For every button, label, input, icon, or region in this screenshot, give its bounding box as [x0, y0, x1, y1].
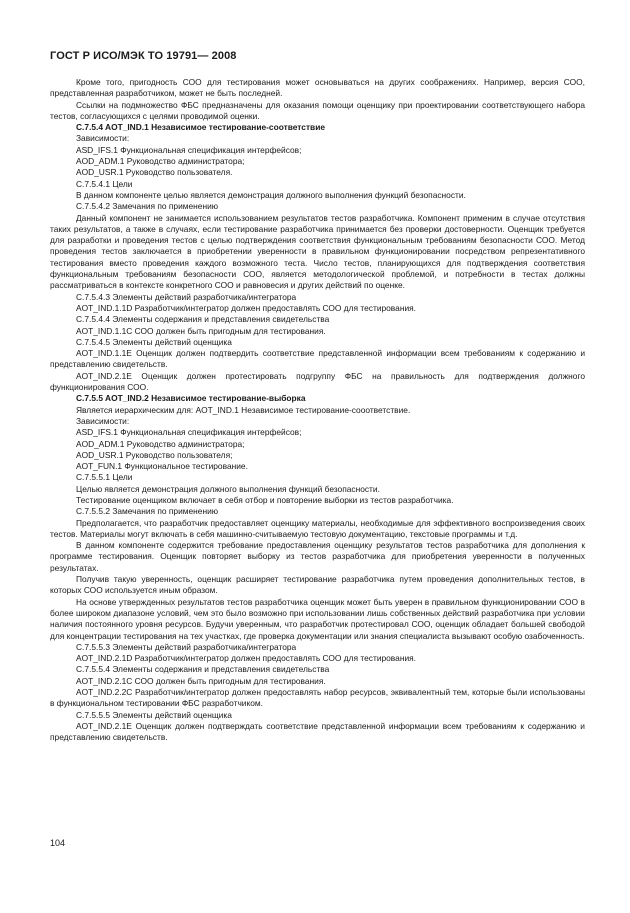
text-line: C.7.5.5.5 Элементы действий оценщика — [76, 709, 232, 720]
text-line: Целью является демонстрация должного выполнения функций безопасности. — [76, 483, 380, 494]
text-line: C.7.5.4.4 Элементы содержания и представления свидетельства — [76, 314, 330, 325]
text-line: ASD_IFS.1 Функциональная спецификация интерфейсов; — [76, 144, 302, 155]
text-line: Зависимости: — [76, 133, 130, 144]
paragraph: В данном компоненте содержится требование предоставления оценщику результатов тестов разработчика для дополнения к программе тестирования. Оценщик повторяет выборку из тестов разработчика для приобретения уверенности в полученных результатах. — [50, 540, 585, 573]
text-line: AOT_IND.1.1D Разработчик/интегратор должен предоставлять СОО для тестирования. — [76, 302, 416, 313]
text-line: C.7.5.4.5 Элементы действий оценщика — [76, 336, 232, 347]
paragraph: AOT_IND.1.1E Оценщик должен подтвердить соответствие представленной информации всем требованиям к содержанию и представлению свидетельств. — [50, 348, 585, 370]
paragraph: Предполагается, что разработчик предоставляет оценщику материалы, необходимые для эффективного воспроизведения своих тестов. Материалы могут включать в себя машинно-считываемую тестовую документацию, текстовые программы и т.д. — [50, 517, 585, 539]
paragraph: AOT_IND.2.2C Разработчик/интегратор должен предоставлять набор ресурсов, эквивалентный тем, которые были использованы в функциональном тестировании ФБС разработчиком. — [50, 687, 585, 709]
text-line: C.7.5.4.3 Элементы действий разработчика/интегратора — [76, 291, 297, 302]
section-heading: C.7.5.5 AOT_IND.2 Независимое тестирование-выборка — [76, 393, 306, 404]
page-content — [50, 77, 585, 744]
text-line: Тестирование оценщиком включает в себя отбор и повторение выборки из тестов разработчика. — [76, 494, 454, 505]
paragraph: Кроме того, пригодность СОО для тестирования может основываться на других соображениях. Например, версия СОО, представленная разработчиком, может не быть последней. — [50, 77, 585, 99]
text-line: AOD_USR.1 Руководство пользователя; — [76, 449, 233, 460]
text-line: C.7.5.5.2 Замечания по применению — [76, 506, 219, 517]
text-line: ASD_IFS.1 Функциональная спецификация интерфейсов; — [76, 427, 302, 438]
paragraph: AOT_IND.2.1E Оценщик должен подтверждать соответствие представленной информации всем требованиям к содержанию и представлению свидетельств. — [50, 720, 585, 743]
page-number: 104 — [50, 838, 66, 848]
text-line: AOD_USR.1 Руководство пользователя. — [76, 167, 233, 178]
text-line: AOT_FUN.1 Функциональное тестирование. — [76, 461, 248, 472]
paragraph: На основе утвержденных результатов тестов разработчика оценщик может быть уверен в правильном функционировании СОО в более широком диапазоне условий, чем это было возможно при использовании лишь собственных действий разработчика при условии наличия постоянного уровня ресурсов. Будучи уверенным, что разработчик протестировал СОО, оценщик обладает большей свободой для концентрации тестирования на тех участках, где проверка документации или знания специалиста вызывают особую озабоченность. — [50, 596, 585, 641]
text-line: Зависимости: — [76, 415, 130, 426]
page-header: ГОСТ Р ИСО/МЭК ТО 19791— 2008 — [50, 50, 237, 62]
paragraph: Получив такую уверенность, оценщик расширяет тестирование разработчика путем проведения дополнительных тестов, в которых СОО используется иным образом. — [50, 574, 585, 596]
text-line: AOD_ADM.1 Руководство администратора; — [76, 438, 245, 449]
section-heading: C.7.5.4 AOT_IND.1 Независимое тестирование-соответствие — [76, 122, 326, 133]
paragraph: AOT_IND.2.1E Оценщик должен протестировать подгруппу ФБС на правильность для подтверждения должного функционирования СОО. — [50, 370, 585, 393]
text-line: C.7.5.4.1 Цели — [76, 178, 133, 189]
paragraph: Ссылки на подмножество ФБС предназначены для оказания помощи оценщику при проектировании соответствующего набора тестов, согласующихся с целями проводимой оценки. — [50, 99, 585, 121]
text-line: C.7.5.5.1 Цели — [76, 472, 133, 483]
paragraph: Данный компонент не занимается использованием результатов тестов разработчика. Компонент применим в случае отсутствия таких результатов, а также в случаях, если тестирование разработчика принимается без проверки достоверности. Оценщик требуется для разработки и проведения тестов с целью подтверждения соответствия функциональным требованиям безопасности СОО. Метод проведения тестов заключается в приобретении уверенности в правильном функционировании посредством репрезентативного тестирования вместо проведения каждого возможного теста. Число тестов, планирующихся для подтверждения соответствия функциональным требованиям безопасности СОО, является методологической проблемой, и потребности в тестах должны рассматриваться в контексте конкретного СОО и равновесия и других действий по оценке. — [50, 212, 585, 291]
text-line: C.7.5.4.2 Замечания по применению — [76, 201, 219, 212]
text-line: C.7.5.5.3 Элементы действий разработчика/интегратора — [76, 641, 297, 652]
paragraph: В данном компоненте целью является демонстрация должного выполнения функций безопасности. — [76, 189, 466, 200]
text-line: AOT_IND.1.1C СОО должен быть пригодным для тестирования. — [76, 325, 326, 336]
text-line: C.7.5.5.4 Элементы содержания и представления свидетельства — [76, 664, 330, 675]
text-line: AOT_IND.2.1D Разработчик/интегратор должен предоставлять СОО для тестирования. — [76, 653, 416, 664]
text-line: Является иерархическим для: AOT_IND.1 Независимое тестирование-сооответствие. — [76, 404, 411, 415]
text-line: AOT_IND.2.1C СОО должен быть пригодным для тестирования. — [76, 675, 326, 686]
text-line: AOD_ADM.1 Руководство администратора; — [76, 156, 245, 167]
